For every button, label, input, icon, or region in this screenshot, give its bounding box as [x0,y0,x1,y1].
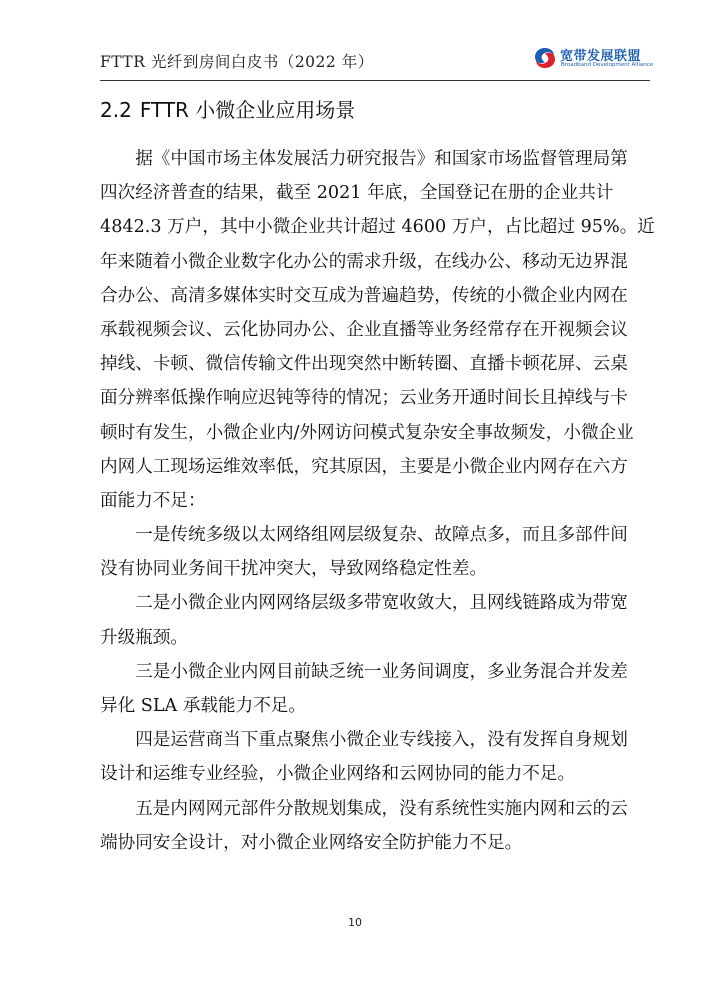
text-line: 四次经济普查的结果，截至 2021 年底，全国登记在册的企业共计 [100,183,614,204]
text-line: 4842.3 万户，其中小微企业共计超过 4600 万户，占比超过 95%。近 [100,217,655,238]
text-line: 年来随着小微企业数字化办公的需求升级，在线办公、移动无边界混 [100,251,628,272]
text-line: 顿时有发生，小微企业内/外网访问模式复杂安全事故频发，小微企业 [100,422,634,443]
page-number: 10 [348,916,362,929]
text-line: 内网人工现场运维效率低，究其原因，主要是小微企业内网存在六方 [100,456,628,477]
text-line: 设计和运维专业经验，小微企业网络和云网协同的能力不足。 [100,764,576,785]
text-line: 四是运营商当下重点聚焦小微企业专线接入，没有发挥自身规划 [100,730,628,751]
text-line: 掉线、卡顿、微信传输文件出现突然中断转圈、直播卡顿花屏、云桌 [100,354,628,375]
section-heading [100,94,355,123]
text-line: 面分辨率低操作响应迟钝等待的情况；云业务开通时间长且掉线与卡 [100,388,628,409]
logo-english-text: Broadband Development Alliance [561,62,654,68]
text-line: 据《中国市场主体发展活力研究报告》和国家市场监督管理局第 [100,149,628,169]
text-line: 升级瓶颈。 [100,627,188,648]
text-line: 没有协同业务间干扰冲突大，导致网络稳定性差。 [100,559,488,580]
alliance-logo [532,44,654,72]
alliance-logo-icon [532,45,558,71]
text-line: 面能力不足： [100,490,206,511]
section-number: 2.2 [100,98,132,122]
text-line: 二是小微企业内网网络层级多带宽收敛大，且网线链路成为带宽 [100,593,628,614]
text-line: 端协同安全设计，对小微企业网络安全防护能力不足。 [100,832,523,853]
text-line: 异化 SLA 承载能力不足。 [100,696,306,716]
text-line: 一是传统多级以太网络组网层级复杂、故障点多，而且多部件间 [100,525,628,546]
text-line: 合办公、高清多媒体实时交互成为普遍趋势，传统的小微企业内网在 [100,285,628,306]
body-text [100,142,655,860]
text-line: 五是内网网元部件分散规划集成，没有系统性实施内网和云的云 [100,798,628,819]
header-divider [100,80,650,81]
section-title: FTTR 小微企业应用场景 [139,98,356,122]
text-line: 承载视频会议、云化协同办公、企业直播等业务经常存在开视频会议 [100,319,628,340]
text-line: 三是小微企业内网目前缺乏统一业务间调度，多业务混合并发差 [100,661,628,682]
page-header [100,44,654,78]
logo-chinese-text: 宽带发展联盟 [560,49,642,64]
header-title: FTTR 光纤到房间白皮书（2022 年） [100,53,374,71]
